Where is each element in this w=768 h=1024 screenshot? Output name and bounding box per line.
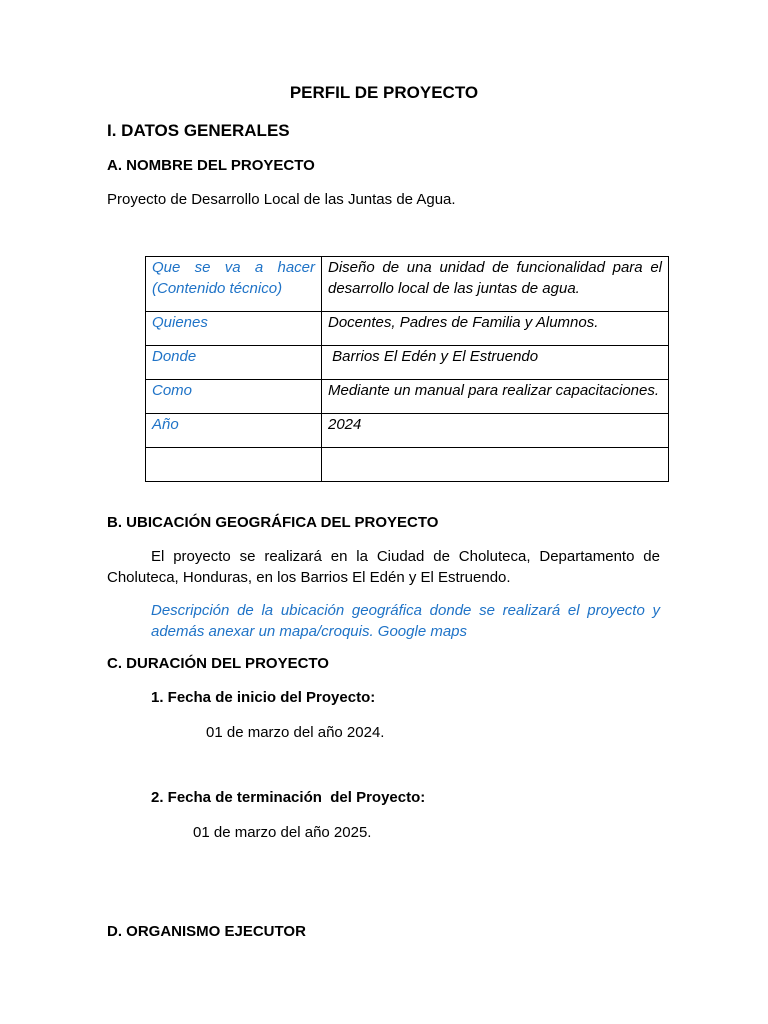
table-key-cell: Quienes: [146, 312, 322, 346]
table-key-cell: [146, 257, 322, 312]
end-date-value: 01 de marzo del año 2025.: [193, 824, 372, 841]
table-key-cell: Como: [146, 380, 322, 414]
table-row: [146, 346, 669, 380]
table-row: [146, 448, 669, 482]
table-value-cell: Diseño de una unidad de funcionalidad para el desarrollo local de las juntas de agua.: [322, 257, 669, 312]
section-a-heading: A. NOMBRE DEL PROYECTO: [107, 157, 315, 174]
section-i-heading: I. DATOS GENERALES: [107, 121, 290, 140]
table-row: [146, 312, 669, 346]
location-note: Descripción de la ubicación geográfica donde se realizará el proyecto y además anexar un mapa/croquis. Google maps: [151, 602, 660, 640]
table-key-cell: Donde: [146, 346, 322, 380]
document-title: PERFIL DE PROYECTO: [289, 83, 479, 102]
table-row: [146, 257, 669, 312]
table-key-line: Que se va a hacer: [152, 259, 315, 276]
table-value-cell: 2024: [322, 414, 669, 448]
table-value-cell: Barrios El Edén y El Estruendo: [322, 346, 669, 380]
location-text: El proyecto se realizará en la Ciudad de Choluteca, Departamento de Choluteca, Honduras, en los Barrios El Edén y El Estruendo.: [107, 548, 660, 586]
end-date-label: 2. Fecha de terminación del Proyecto:: [151, 789, 426, 806]
table-value-cell: Docentes, Padres de Familia y Alumnos.: [322, 312, 669, 346]
project-summary-table: [145, 256, 669, 482]
start-date-label: 1. Fecha de inicio del Proyecto:: [151, 689, 376, 706]
table-value-cell: [322, 448, 669, 482]
table-row: [146, 414, 669, 448]
table-key-cell: [146, 448, 322, 482]
start-date-value: 01 de marzo del año 2024.: [206, 724, 385, 741]
table-key-cell: Año: [146, 414, 322, 448]
section-b-heading: B. UBICACIÓN GEOGRÁFICA DEL PROYECTO: [107, 514, 439, 531]
section-d-heading: D. ORGANISMO EJECUTOR: [107, 923, 306, 940]
table-key-line: (Contenido técnico): [152, 280, 283, 297]
section-c-heading: C. DURACIÓN DEL PROYECTO: [107, 655, 329, 672]
table-row: [146, 380, 669, 414]
project-name-text: Proyecto de Desarrollo Local de las Juntas de Agua.: [107, 191, 456, 208]
table-value-cell: Mediante un manual para realizar capacitaciones.: [322, 380, 669, 414]
